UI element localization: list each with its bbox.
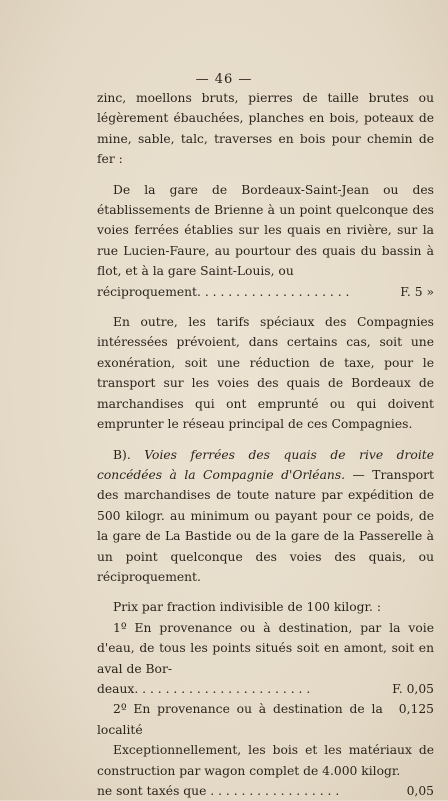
price-leader: deaux. . . . . . . . . . . . . . . . . . . . . . . bbox=[97, 681, 311, 696]
body-text bbox=[97, 88, 434, 801]
paragraph-4 bbox=[97, 445, 434, 588]
price-value: 0,125 bbox=[398, 702, 434, 717]
item-2 bbox=[97, 699, 434, 740]
price-leader: réciproquement. . . . . . . . . . . . . . . . . . . . bbox=[97, 284, 350, 299]
price-leader: ne sont taxés que . . . . . . . . . . . . . . . . . bbox=[97, 784, 340, 798]
paragraph-8-price-line bbox=[97, 781, 434, 801]
paragraph-2-price-line bbox=[97, 282, 434, 302]
paragraph-5: Prix par fraction indivisible de 100 kilogr. : bbox=[113, 600, 381, 615]
item-2-text: 2º En provenance ou à destination de la localité bbox=[97, 702, 383, 737]
item-1-price-line bbox=[97, 679, 434, 699]
section-text: — Transport des marchandises de toute nature par expédition de 500 kilogr. au minimum ou payant pour ce poids, de la gare de La Bastide ou de la gare de la Passerelle à un point quelconque des voies des quais, ou réciproquement. bbox=[97, 467, 434, 584]
price-value: F. 0,05 bbox=[392, 681, 434, 696]
item-1: 1º En provenance ou à destination, par la voie d'eau, de tous les points situés soit en amont, soit en aval de Bor- bbox=[97, 620, 434, 676]
page-number: — 46 — bbox=[195, 72, 253, 87]
paragraph-3: En outre, les tarifs spéciaux des Compagnies intéressées prévoient, dans certains cas, soit une exonération, soit une réduction de taxe, pour le transport sur les voies des quais de Bordeaux de marchandises qui ont emprunté ou qui doivent emprunter le réseau principal de ces Compagnies. bbox=[97, 315, 434, 432]
paragraph-1: zinc, moellons bruts, pierres de taille brutes ou légèrement ébauchées, planches en bois, poteaux de mine, sable, talc, traverses en bois pour chemin de fer : bbox=[97, 91, 434, 167]
price-value: 0,05 bbox=[406, 784, 434, 798]
paragraph-8: Exceptionnellement, les bois et les matériaux de construction par wagon complet de 4.000 kilogr. bbox=[97, 743, 434, 778]
section-title: Voies ferrées des quais de rive droite concédées à la Compagnie d'Orléans. bbox=[97, 447, 434, 482]
paragraph-2: De la gare de Bordeaux-Saint-Jean ou des établissements de Brienne à un point quelconque des voies ferrées établies sur les quais en rivière, sur la rue Lucien-Faure, au pourtour des quais du bassin à flot, et à la gare Saint-Louis, ou bbox=[97, 182, 434, 279]
section-label: B). bbox=[113, 447, 131, 462]
price-value: F. 5 » bbox=[400, 284, 434, 299]
